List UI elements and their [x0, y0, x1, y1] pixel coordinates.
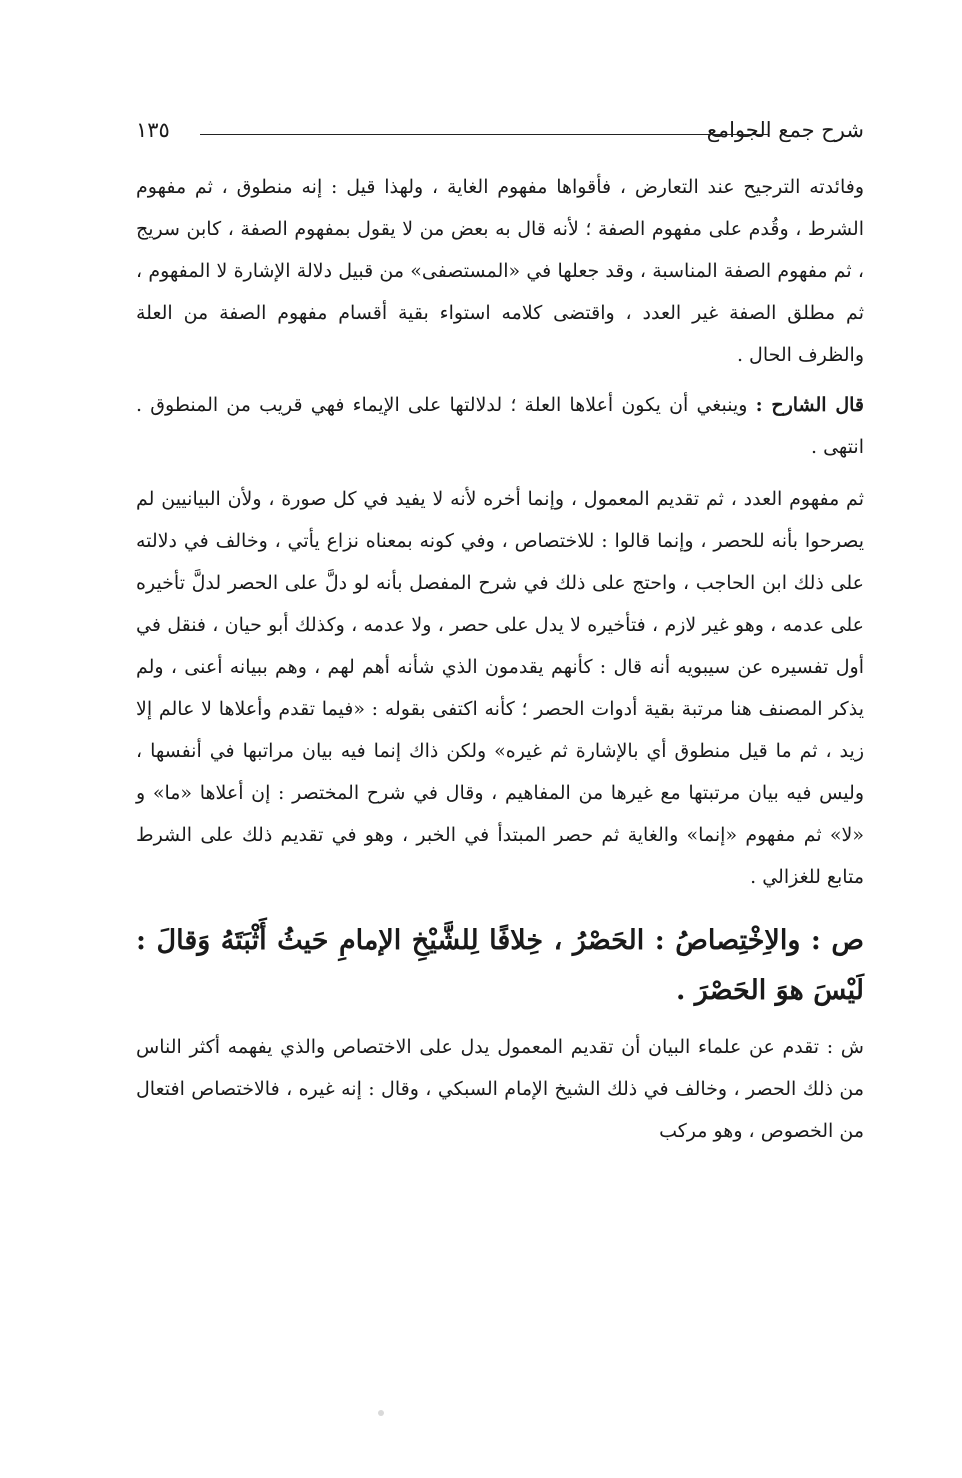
paragraph-sharh: ش : تقدم عن علماء البيان أن تقديم المعمول يدل على الاختصاص والذي يفهمه أكثر الناس من ذلك الحصر ، وخالف في ذلك الشيخ الإمام السبكي ، وقال : إنه غيره ، فالاختصاص افتعال من الخصوص ، وهو مركب	[136, 1036, 864, 1142]
commentator-text: وينبغي أن يكون أعلاها العلة ؛ لدلالتها على الإيماء فهي قريب من المنطوق . انتهى .	[136, 394, 864, 458]
page-number: ١٣٥	[136, 118, 170, 142]
paragraph-commentator	[136, 384, 864, 468]
running-header	[136, 112, 864, 152]
header-rule	[200, 134, 768, 135]
matn-text: ص : والاِخْتِصاصُ : الحَصْرُ ، خِلافًا لِلشَّيْخِ الإمامِ حَيثُ أَثْبَتَهُ وَقالَ : لَيْسَ هوَ الحَصْرَ .	[136, 925, 864, 1006]
header-title: شرح جمع الجوامع	[706, 118, 864, 142]
paragraph-ranking: وفائدته الترجيح عند التعارض ، فأقواها مفهوم الغاية ، ولهذا قيل : إنه منطوق ، ثم مفهوم الشرط ، وقُدم على مفهوم الصفة ؛ لأنه قال به بعض من لا يقول بمفهوم الصفة ، كابن سريج ، ثم مفهوم الصفة المناسبة ، وقد جعلها في «المستصفى» من قبيل دلالة الإشارة لا المفهوم ، ثم مطلق الصفة غير العدد ، واقتضى كلامه استواء بقية أقسام مفهوم الصفة من العلة والظرف الحال .	[136, 176, 864, 366]
scan-dot	[378, 1410, 384, 1416]
book-page	[136, 112, 864, 1152]
paragraph-number-concept: ثم مفهوم العدد ، ثم تقديم المعمول ، وإنما أخره لأنه لا يفيد في كل صورة ، ولأن البيانيين لم يصرحوا بأنه للحصر ، وإنما قالوا : للاختصاص ، وفي كونه بمعناه نزاع يأتي ، وخالف في دلالته على ذلك ابن الحاجب ، واحتج على ذلك في شرح المفصل بأنه لو دلَّ على الحصر لدلَّ تأخيره على عدمه ، وهو غير لازم ، فتأخيره لا يدل على حصر ، ولا عدمه ، وكذلك أبو حيان ، فنقل في أول تفسيره عن سيبويه أنه قال : كأنهم يقدمون الذي شأنه أهم لهم ، وهم ببيانه أعنى ، ولم يذكر المصنف هنا مرتبة بقية أدوات الحصر ؛ كأنه اكتفى بقوله : «فيما تقدم وأعلاها لا عالم إلا زيد ، ثم ما قيل منطوق أي بالإشارة ثم غيره» ولكن ذاك إنما فيه بيان مراتبها في أنفسها ، وليس فيه بيان مرتبتها مع غيرها من المفاهيم ، وقال في شرح المختصر : إن أعلاها «ما» و «لا» ثم مفهوم «إنما» والغاية ثم حصر المبتدأ في الخبر ، وهو في تقديم ذلك على الشرط متابع للغزالي .	[136, 488, 864, 888]
commentator-label: قال الشارح :	[755, 394, 864, 416]
